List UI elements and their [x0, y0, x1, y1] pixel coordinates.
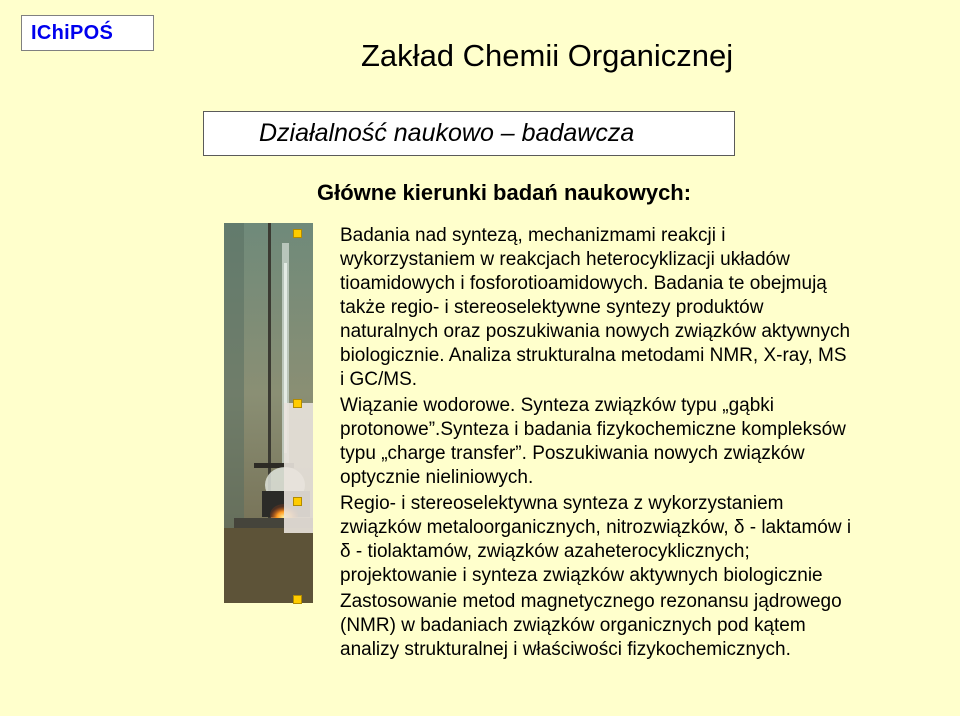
bullet-line: Zastosowanie metod magnetycznego rezonansu jądrowego	[340, 591, 842, 612]
bullet-item	[290, 394, 930, 490]
bullet-item	[290, 224, 930, 392]
bullet-line: typu „charge transfer”. Poszukiwania nowych związków	[340, 443, 805, 464]
bullet-square-icon	[293, 399, 302, 408]
bullet-line: projektowanie i synteza związków aktywnych biologicznie	[340, 565, 823, 586]
bullet-line: biologicznie. Analiza strukturalna metodami NMR, X-ray, MS	[340, 345, 847, 366]
bullet-line: naturalnych oraz poszukiwania nowych związków aktywnych	[340, 321, 851, 342]
bullet-item	[290, 492, 930, 588]
bullet-item	[290, 590, 930, 662]
logo-text: IChiPOŚ	[31, 21, 114, 44]
bullet-line: także regio- i stereoselektywne syntezy produktów	[340, 297, 764, 318]
bullet-line: wykorzystaniem w reakcjach heterocyklizacji układów	[340, 249, 790, 270]
subtitle-text: Działalność naukowo – badawcza	[259, 119, 635, 147]
bullet-line: tioamidowych i fosforotioamidowych. Badania te obejmują	[340, 273, 827, 294]
bullet-line: protonowe”.Synteza i badania fizykochemiczne kompleksów	[340, 419, 846, 440]
bullet-line: analizy strukturalnej i właściwości fizykochemicznych.	[340, 639, 791, 660]
bullet-square-icon	[293, 595, 302, 604]
bullet-list	[290, 224, 930, 664]
logo-box	[21, 15, 154, 51]
bullet-line: związków metaloorganicznych, nitrozwiązków, δ - laktamów i	[340, 517, 852, 538]
bullet-line: δ - tiolaktamów, związków azaheterocyklicznych;	[340, 541, 750, 562]
subtitle-box	[203, 111, 735, 156]
bullet-square-icon	[293, 497, 302, 506]
bullet-line: (NMR) w badaniach związków organicznych pod kątem	[340, 615, 806, 636]
bullet-line: Regio- i stereoselektywna synteza z wykorzystaniem	[340, 493, 784, 514]
bullet-line: i GC/MS.	[340, 369, 418, 390]
bullet-line: optycznie nieliniowych.	[340, 467, 534, 488]
bullet-line: Wiązanie wodorowe. Synteza związków typu „gąbki	[340, 395, 775, 416]
bullet-line: Badania nad syntezą, mechanizmami reakcji i	[340, 225, 726, 246]
section-heading: Główne kierunki badań naukowych:	[317, 180, 692, 205]
page-title: Zakład Chemii Organicznej	[361, 38, 734, 73]
bullet-square-icon	[293, 229, 302, 238]
